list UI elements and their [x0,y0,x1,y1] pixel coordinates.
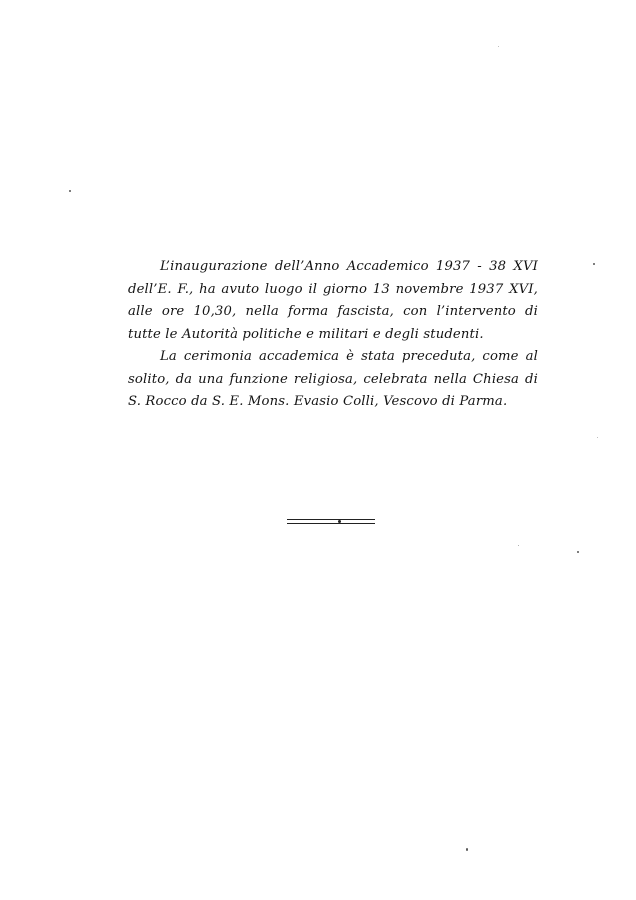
text-line: alle ore 10,30, nella forma fascista, con l’intervento di [128,304,538,319]
divider-rule-bottom [287,523,375,524]
text-line: dell’E. F., ha avuto luogo il giorno 13 novembre 1937 XVI, [128,281,538,297]
scan-speck [466,848,468,851]
divider-rule-top [287,519,375,520]
scan-speck [69,190,71,192]
text-line: La cerimonia accademica è stata preceduta, come al [160,349,538,364]
text-line: solito, da una funzione religiosa, celebrata nella Chiesa di [128,371,538,387]
scan-speck [498,46,499,47]
paragraph-1 [128,256,538,346]
text-line: L’inaugurazione dell’Anno Accademico 1937 - 38 XVI [160,259,538,274]
scan-speck [593,263,595,265]
scan-speck [518,545,519,546]
text-line: tutte le Autorità politiche e militari e degli studenti. [128,326,484,342]
scan-speck [577,551,579,553]
scan-speck [597,437,598,438]
section-divider [287,519,375,525]
body-text [128,256,538,414]
paragraph-2 [128,346,538,414]
text-line: S. Rocco da S. E. Mons. Evasio Colli, Vescovo di Parma. [128,394,508,409]
